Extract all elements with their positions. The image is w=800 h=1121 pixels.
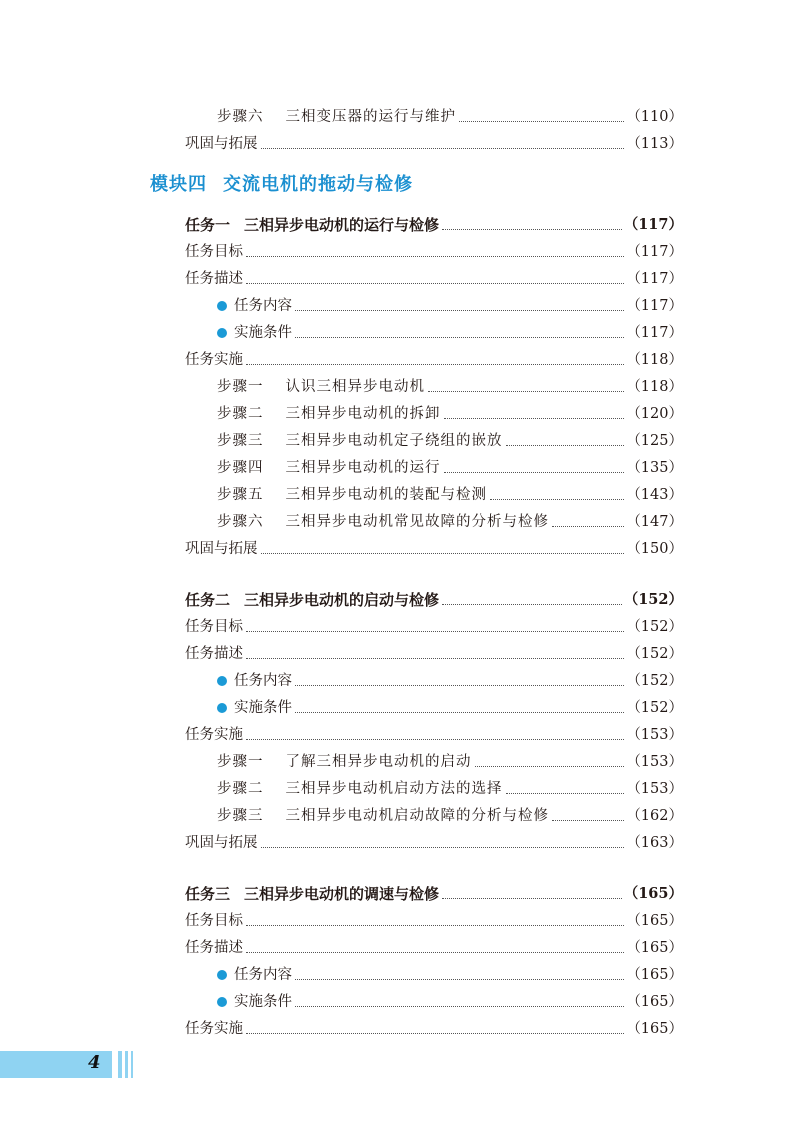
entry-title: 任务描述 — [185, 646, 243, 662]
entry-title: 三相异步电动机常见故障的分析与检修 — [285, 514, 549, 530]
entry-title: 巩固与拓展 — [185, 136, 258, 152]
dot-leader — [295, 979, 624, 980]
dot-leader — [475, 766, 625, 767]
entry-page-number: （152） — [626, 673, 683, 689]
toc-entry-label — [217, 672, 292, 690]
toc-task-entry[interactable] — [185, 877, 683, 903]
entry-title: 三相异步电动机的拆卸 — [285, 406, 441, 422]
dot-leader — [490, 499, 624, 500]
entry-title: 任务内容 — [234, 298, 292, 314]
entry-title: 任务内容 — [234, 673, 292, 689]
dot-leader — [442, 604, 622, 605]
toc-entry-label — [185, 351, 243, 369]
entry-title: 三相异步电动机定子绕组的嵌放 — [285, 433, 503, 449]
toc-entry[interactable] — [185, 532, 683, 558]
toc-entry-label — [185, 726, 243, 744]
entry-page-number: （143） — [626, 487, 683, 503]
toc-entry[interactable] — [185, 904, 683, 930]
entry-title: 三相异步电动机的调速与检修 — [244, 885, 440, 903]
entry-title: 任务目标 — [185, 244, 243, 260]
toc-entry-label — [185, 885, 439, 903]
module-title: 交流电机的拖动与检修 — [223, 174, 413, 195]
entry-page-number: （152） — [626, 700, 683, 716]
entry-title: 三相异步电动机的装配与检测 — [285, 487, 487, 503]
step-number: 步骤五 — [217, 487, 264, 503]
toc-entry-label — [217, 378, 425, 396]
toc-entry-label — [185, 216, 439, 234]
toc-entry-label — [217, 807, 549, 825]
toc-entry[interactable] — [217, 397, 683, 423]
toc-task-entry[interactable] — [185, 208, 683, 234]
dot-leader — [295, 685, 624, 686]
toc-entry[interactable] — [217, 772, 683, 798]
entry-title: 实施条件 — [234, 325, 292, 341]
entry-title: 了解三相异步电动机的启动 — [285, 754, 472, 770]
entry-page-number: （153） — [626, 727, 683, 743]
dot-leader — [295, 712, 624, 713]
entry-page-number: （165） — [626, 1021, 683, 1037]
toc-entry-label — [217, 432, 503, 450]
entry-title: 三相变压器的运行与维护 — [285, 109, 456, 125]
dot-leader — [246, 739, 624, 740]
toc-entry-label — [217, 324, 292, 342]
toc-entry-label — [217, 108, 456, 126]
dot-leader — [246, 952, 624, 953]
dot-leader — [246, 283, 624, 284]
toc-entry[interactable] — [217, 424, 683, 450]
toc-entry-label — [185, 618, 243, 636]
entry-page-number: （150） — [626, 541, 683, 557]
toc-entry-label — [185, 270, 243, 288]
dot-leader — [261, 553, 625, 554]
bullet-dot-icon — [217, 676, 227, 686]
toc-entry[interactable] — [217, 451, 683, 477]
toc-entry[interactable] — [217, 478, 683, 504]
toc-entry[interactable] — [217, 958, 683, 984]
entry-page-number: （153） — [626, 754, 683, 770]
toc-entry-label — [217, 459, 441, 477]
dot-leader — [261, 847, 625, 848]
entry-page-number: （165） — [626, 913, 683, 929]
footer-stripe — [125, 1051, 128, 1078]
dot-leader — [459, 121, 624, 122]
toc-entry[interactable] — [185, 343, 683, 369]
entry-title: 三相异步电动机的运行 — [285, 460, 441, 476]
toc-entry[interactable] — [217, 370, 683, 396]
entry-page-number: （152） — [626, 646, 683, 662]
entry-page-number: （117） — [626, 244, 683, 260]
dot-leader — [246, 658, 624, 659]
entry-page-number: （163） — [626, 835, 683, 851]
entry-title: 实施条件 — [234, 700, 292, 716]
dot-leader — [295, 1006, 624, 1007]
module-number: 模块四 — [150, 174, 207, 195]
entry-title: 三相异步电动机启动故障的分析与检修 — [285, 808, 549, 824]
module-heading — [150, 170, 413, 196]
toc-entry-label — [185, 939, 243, 957]
page-number: 4 — [88, 1052, 101, 1073]
entry-page-number: （165） — [626, 967, 683, 983]
toc-entry-label — [185, 912, 243, 930]
step-number: 步骤六 — [217, 514, 264, 530]
toc-entry-label — [217, 753, 472, 771]
toc-entry[interactable] — [185, 1012, 683, 1038]
dot-leader — [246, 925, 624, 926]
toc-entry[interactable] — [217, 664, 683, 690]
entry-page-number: （117） — [626, 298, 683, 314]
footer-stripe — [131, 1051, 133, 1078]
toc-entry[interactable] — [217, 799, 683, 825]
entry-page-number: （165） — [623, 885, 683, 902]
entry-page-number: （165） — [626, 940, 683, 956]
dot-leader — [506, 793, 625, 794]
dot-leader — [295, 310, 624, 311]
entry-title: 任务描述 — [185, 940, 243, 956]
toc-entry-label — [217, 993, 292, 1011]
dot-leader — [552, 820, 624, 821]
bullet-dot-icon — [217, 970, 227, 980]
step-number: 步骤三 — [217, 433, 264, 449]
step-number: 步骤三 — [217, 808, 264, 824]
dot-leader — [444, 472, 625, 473]
toc-entry-label — [217, 513, 549, 531]
entry-page-number: （117） — [626, 271, 683, 287]
entry-page-number: （165） — [626, 994, 683, 1010]
toc-entry[interactable] — [185, 826, 683, 852]
entry-title: 任务实施 — [185, 352, 243, 368]
step-number: 步骤二 — [217, 406, 264, 422]
footer-stripe — [118, 1051, 122, 1078]
step-number: 步骤二 — [217, 781, 264, 797]
bullet-dot-icon — [217, 997, 227, 1007]
task-number: 任务一 — [185, 216, 231, 234]
toc-entry-label — [185, 591, 439, 609]
entry-title: 三相异步电动机的启动与检修 — [244, 591, 440, 609]
entry-page-number: （120） — [626, 406, 683, 422]
entry-page-number: （113） — [626, 136, 683, 152]
entry-page-number: （162） — [626, 808, 683, 824]
toc-entry-label — [217, 966, 292, 984]
entry-page-number: （118） — [626, 352, 683, 368]
toc-entry[interactable] — [185, 610, 683, 636]
entry-title: 巩固与拓展 — [185, 541, 258, 557]
toc-entry[interactable] — [185, 127, 683, 153]
toc-entry[interactable] — [185, 718, 683, 744]
toc-entry[interactable] — [185, 262, 683, 288]
step-number: 步骤六 — [217, 109, 264, 125]
step-number: 步骤一 — [217, 379, 264, 395]
dot-leader — [428, 391, 624, 392]
dot-leader — [552, 526, 624, 527]
toc-entry-label — [217, 297, 292, 315]
step-number: 步骤四 — [217, 460, 264, 476]
task-number: 任务二 — [185, 591, 231, 609]
dot-leader — [442, 898, 622, 899]
toc-entry-label — [185, 834, 258, 852]
toc-entry[interactable] — [185, 637, 683, 663]
toc-entry-label — [217, 780, 503, 798]
toc-entry[interactable] — [217, 316, 683, 342]
toc-entry[interactable] — [217, 100, 683, 126]
toc-task-entry[interactable] — [185, 583, 683, 609]
entry-title: 任务描述 — [185, 271, 243, 287]
bullet-dot-icon — [217, 703, 227, 713]
bullet-dot-icon — [217, 328, 227, 338]
toc-entry-label — [185, 645, 243, 663]
toc-entry[interactable] — [217, 745, 683, 771]
entry-title: 三相异步电动机的运行与检修 — [244, 216, 440, 234]
entry-page-number: （117） — [623, 216, 683, 233]
entry-page-number: （117） — [626, 325, 683, 341]
entry-page-number: （125） — [626, 433, 683, 449]
entry-title: 任务内容 — [234, 967, 292, 983]
toc-entry[interactable] — [217, 289, 683, 315]
toc-entry[interactable] — [217, 505, 683, 531]
dot-leader — [246, 364, 624, 365]
entry-page-number: （152） — [623, 591, 683, 608]
entry-title: 实施条件 — [234, 994, 292, 1010]
dot-leader — [506, 445, 625, 446]
toc-entry-label — [185, 135, 258, 153]
toc-entry-label — [217, 699, 292, 717]
toc-entry[interactable] — [185, 235, 683, 261]
entry-title: 任务实施 — [185, 1021, 243, 1037]
dot-leader — [246, 631, 624, 632]
entry-title: 巩固与拓展 — [185, 835, 258, 851]
entry-title: 认识三相异步电动机 — [285, 379, 425, 395]
toc-entry[interactable] — [217, 691, 683, 717]
dot-leader — [246, 1033, 624, 1034]
entry-page-number: （153） — [626, 781, 683, 797]
toc-entry-label — [185, 540, 258, 558]
entry-page-number: （147） — [626, 514, 683, 530]
toc-entry-label — [217, 405, 441, 423]
entry-title: 任务目标 — [185, 619, 243, 635]
entry-page-number: （152） — [626, 619, 683, 635]
dot-leader — [295, 337, 624, 338]
toc-entry[interactable] — [217, 985, 683, 1011]
toc-entry-label — [185, 1020, 243, 1038]
entry-page-number: （118） — [626, 379, 683, 395]
task-number: 任务三 — [185, 885, 231, 903]
toc-entry-label — [185, 243, 243, 261]
bullet-dot-icon — [217, 301, 227, 311]
dot-leader — [442, 229, 622, 230]
entry-page-number: （135） — [626, 460, 683, 476]
dot-leader — [261, 148, 625, 149]
dot-leader — [246, 256, 624, 257]
entry-title: 任务目标 — [185, 913, 243, 929]
toc-entry[interactable] — [185, 931, 683, 957]
entry-page-number: （110） — [626, 109, 683, 125]
entry-title: 三相异步电动机启动方法的选择 — [285, 781, 503, 797]
step-number: 步骤一 — [217, 754, 264, 770]
entry-title: 任务实施 — [185, 727, 243, 743]
toc-entry-label — [217, 486, 487, 504]
dot-leader — [444, 418, 625, 419]
